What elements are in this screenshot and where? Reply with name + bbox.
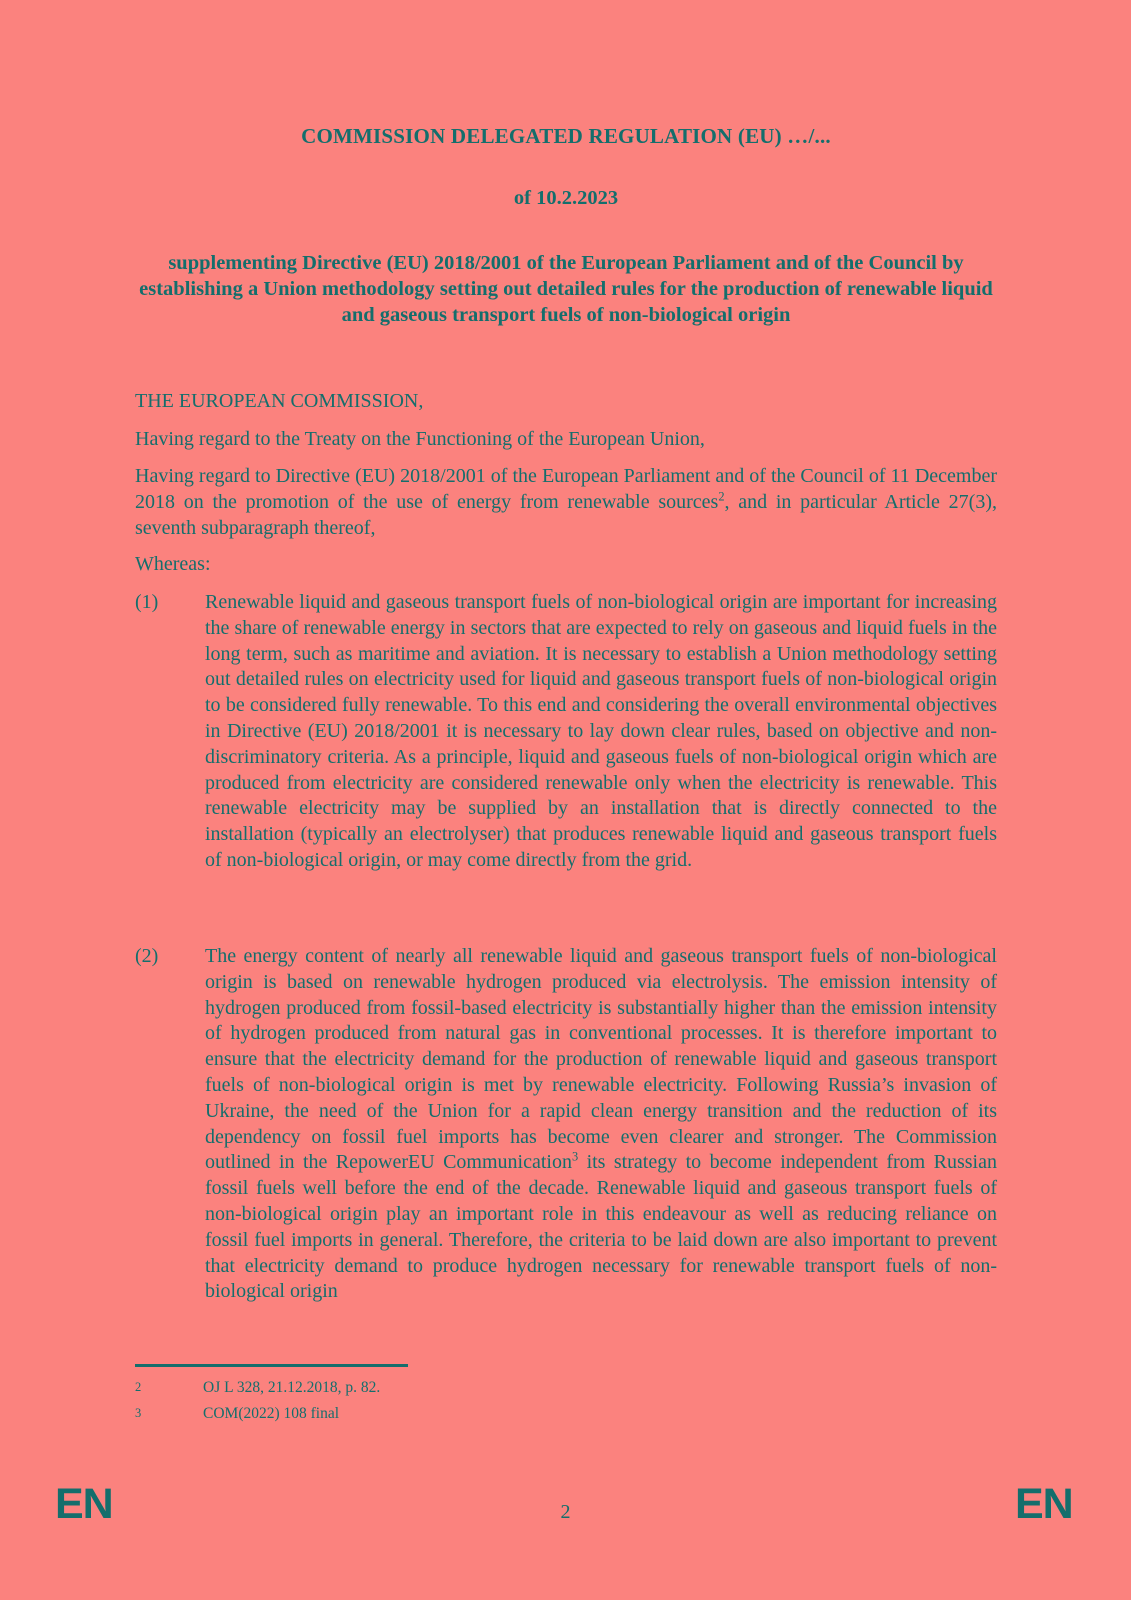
- footer-language-right: EN: [1015, 1480, 1073, 1528]
- recital-1-number: (1): [135, 591, 159, 613]
- footer-page-number: 2: [560, 1501, 571, 1523]
- footnote-separator: [135, 1364, 408, 1367]
- preamble-treaty: Having regard to the Treaty on the Functioning of the European Union,: [135, 428, 705, 450]
- recital-2-number: (2): [135, 945, 159, 967]
- recital-1-text: Renewable liquid and gaseous transport fuels of non-biological origin are important for increasing the share of renewable energy in sectors that are expected to rely on gaseous and liquid fuels in the long term, such as maritime and aviation. It is necessary to establish a Union methodology setting out detailed rules on electricity used for liquid and gaseous transport fuels of non-biological origin to be considered fully renewable. To this end and considering the overall environmental objectives in Directive (EU) 2018/2001 it is necessary to lay down clear rules, based on objective and non-discriminatory criteria. As a principle, liquid and gaseous fuels of non-biological origin which are produced from electricity are considered renewable only when the electricity is renewable. This renewable electricity may be supplied by an installation that is directly connected to the installation (typically an electrolyser) that produces renewable liquid and gaseous transport fuels of non-biological origin, or may come directly from the grid.: [205, 591, 997, 871]
- doc-date-line: of 10.2.2023: [513, 187, 619, 209]
- footnote-area: [135, 1375, 997, 1427]
- preamble-directive-text-end: , and in particular Article 27(3), seventh subparagraph thereof,: [135, 490, 997, 539]
- footnote-ref-2: 2: [718, 489, 725, 504]
- recital-2-text-start: The energy content of nearly all renewable liquid and gaseous transport fuels of non-biological origin is based on renewable hydrogen produced via electrolysis. The emission intensity of hydrogen produced from fossil-based electricity is substantially higher than the emission intensity of hydrogen produced from natural gas in conventional processes. It is therefore important to ensure that the electricity demand for the production of renewable liquid and gaseous transport fuels of non-biological origin is met by renewable electricity. Following Russia’s invasion of Ukraine, the need of the Union for a rapid clean energy transition and the reduction of its dependency on fossil fuel imports has become even clearer and stronger. The Commission outlined in the RepowerEU Communication: [205, 945, 997, 1174]
- preamble-directive: [135, 464, 997, 541]
- recital-1: [135, 590, 997, 874]
- recital-2-text-end: its strategy to become independent from Russian fossil fuels well before the end of the decade. Renewable liquid and gaseous transport fuels of non-biological origin play an important role in this endeavour as well as reducing reliance on fossil fuel imports in general. Therefore, the criteria to be laid down are also important to prevent that electricity demand to produce hydrogen necessary for renewable transport fuels of non-biological origin: [205, 1151, 997, 1303]
- footnote-ref-3: 3: [571, 1149, 579, 1164]
- footnote-2-text: OJ L 328, 21.12.2018, p. 82.: [203, 1379, 381, 1396]
- preamble-directive-text: Having regard to Directive (EU) 2018/2001 of the European Parliament and of the Council of 11 December 2018 on the promotion of the use of energy from renewable sources: [135, 465, 997, 513]
- preamble-whereas: Whereas:: [135, 553, 211, 575]
- footnote-3-text: COM(2022) 108 final: [203, 1405, 340, 1422]
- footnote-3-marker: 3: [135, 1406, 142, 1420]
- footer-language-left: EN: [55, 1480, 113, 1528]
- footnote-3: [135, 1401, 997, 1427]
- recital-2-text: [205, 944, 997, 1305]
- doc-title: COMMISSION DELEGATED REGULATION (EU) …/...: [301, 124, 831, 148]
- footnote-2: [135, 1375, 997, 1401]
- recital-2: [135, 944, 997, 1305]
- footnote-2-marker: 2: [135, 1380, 142, 1394]
- doc-subject: supplementing Directive (EU) 2018/2001 of the European Parliament and of the Council by establishing a Union methodology setting out detailed rules for the production of renewable liquid and gaseous transport fuels of non-biological origin: [139, 252, 993, 326]
- preamble-commission: THE EUROPEAN COMMISSION,: [135, 390, 424, 412]
